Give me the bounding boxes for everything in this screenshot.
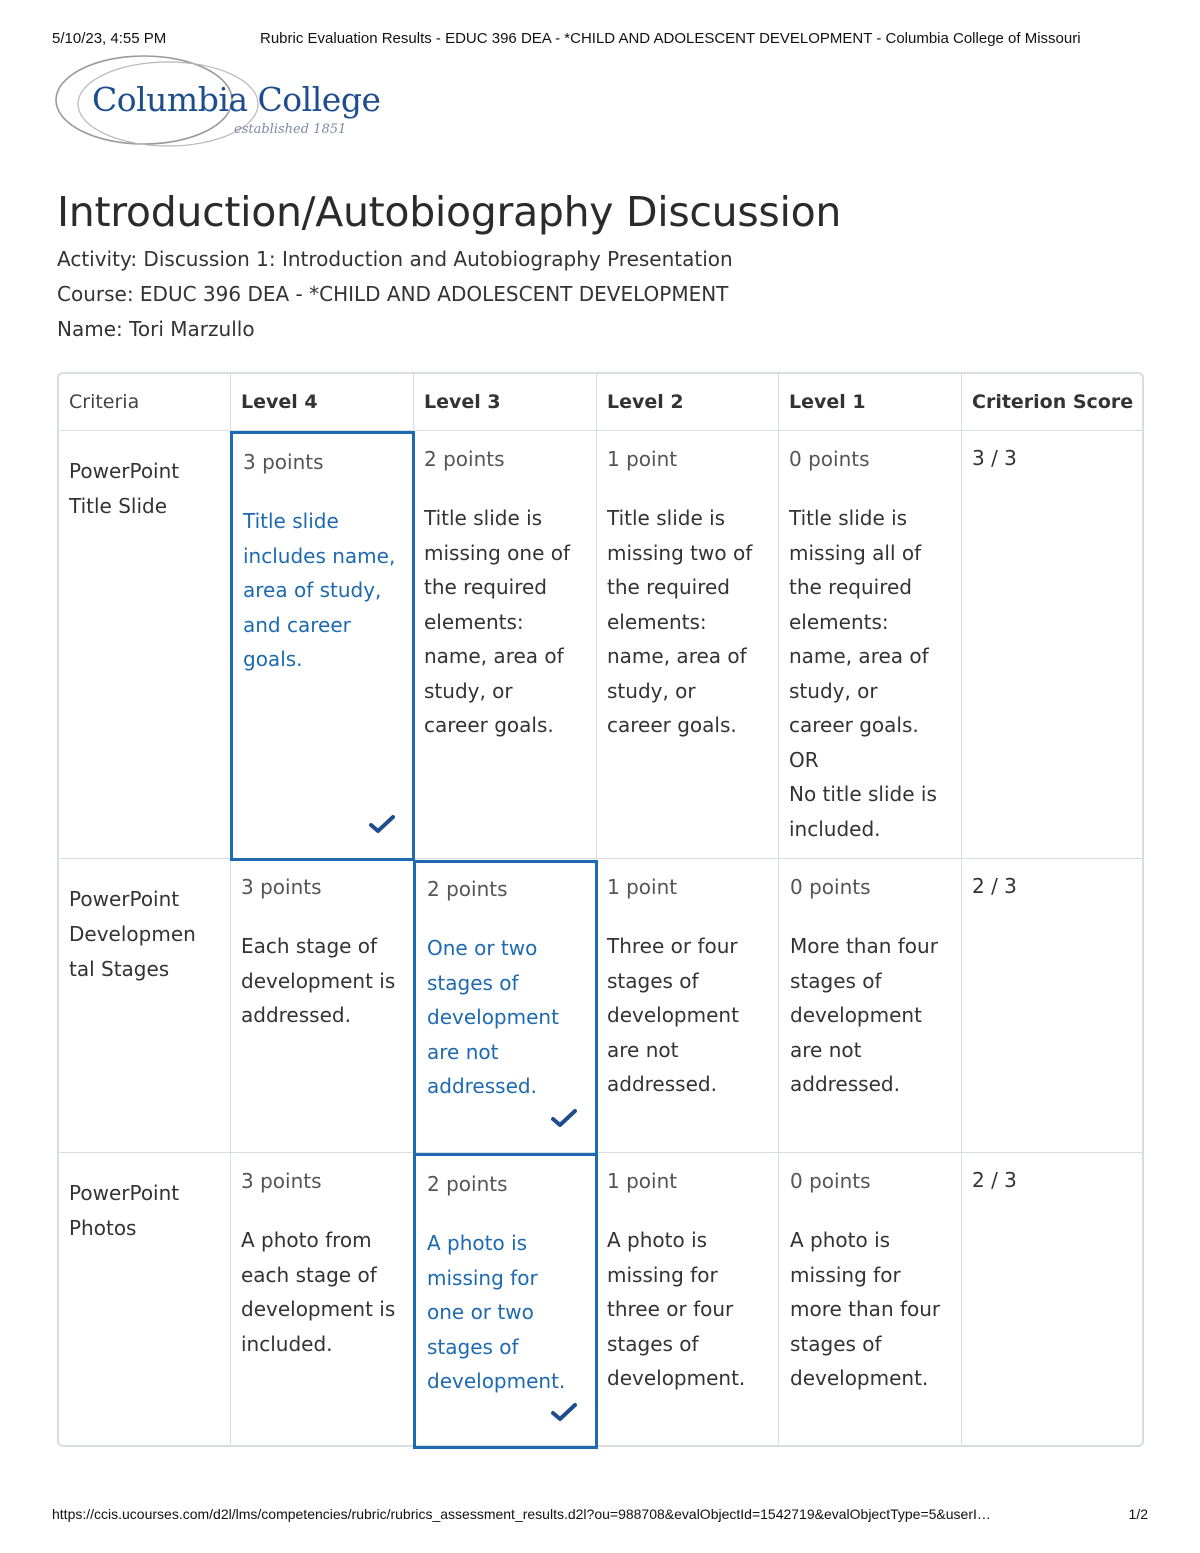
level-description: One or two stages of development are not addressed. — [427, 936, 559, 1098]
level-points: 1 point — [607, 875, 678, 899]
level-description: More than four stages of development are not addressed. — [790, 934, 938, 1096]
level-description: Title slide is missing one of the required elements: name, area of study, or career goals. — [424, 506, 571, 737]
level-points: 2 points — [427, 877, 508, 901]
logo-wordmark: Columbia College — [92, 80, 381, 119]
level-points: 0 points — [790, 1169, 871, 1193]
level-cell[interactable] — [790, 1166, 940, 1396]
level-cell-selected[interactable] — [243, 447, 395, 677]
criterion-score: 2 / 3 — [972, 874, 1017, 898]
level-description: Title slide is missing all of the required elements: name, area of study, or career goals. OR No title slide is included. — [789, 506, 937, 841]
criterion-line: Title Slide — [69, 494, 168, 518]
criterion-score: 2 / 3 — [972, 1168, 1017, 1192]
level-points: 1 point — [607, 447, 678, 471]
course-line: Course: EDUC 396 DEA - *CHILD AND ADOLESCENT DEVELOPMENT — [57, 282, 729, 306]
level-cell[interactable] — [607, 1166, 745, 1396]
level-description: Three or four stages of development are not addressed. — [607, 934, 739, 1096]
level-cell[interactable] — [789, 444, 937, 846]
print-document-title: Rubric Evaluation Results - EDUC 396 DEA - *CHILD AND ADOLESCENT DEVELOPMENT - Columbia College of Missouri — [260, 30, 1081, 47]
header-level-1: Level 1 — [789, 391, 866, 413]
criterion-developmental-stages — [69, 882, 219, 987]
criterion-line: PowerPoint — [69, 887, 180, 911]
level-description: Each stage of development is addressed. — [241, 934, 396, 1027]
level-points: 2 points — [427, 1172, 508, 1196]
header-criteria: Criteria — [69, 391, 140, 413]
criterion-line: tal Stages — [69, 957, 170, 981]
criterion-line: Photos — [69, 1216, 137, 1240]
level-points: 3 points — [241, 1169, 322, 1193]
level-description: A photo is missing for more than four stages of development. — [790, 1228, 941, 1390]
level-cell-selected[interactable] — [427, 874, 559, 1104]
logo-tagline: established 1851 — [234, 122, 347, 137]
level-cell[interactable] — [241, 872, 395, 1033]
level-cell[interactable] — [790, 872, 938, 1102]
criterion-line: PowerPoint — [69, 1181, 180, 1205]
row-divider — [59, 858, 1142, 859]
level-points: 3 points — [243, 450, 324, 474]
level-points: 1 point — [607, 1169, 678, 1193]
checkmark-icon — [551, 1402, 577, 1422]
checkmark-icon — [369, 814, 395, 834]
student-name-line: Name: Tori Marzullo — [57, 317, 255, 341]
column-divider — [778, 374, 779, 1445]
level-description: A photo is missing for one or two stages of development. — [427, 1231, 566, 1393]
row-divider — [59, 430, 1142, 431]
row-divider — [59, 1152, 1142, 1153]
criterion-line: Developmen — [69, 922, 196, 946]
level-cell[interactable] — [607, 444, 752, 743]
page-title: Introduction/Autobiography Discussion — [57, 188, 842, 236]
header-level-3: Level 3 — [424, 391, 501, 413]
level-points: 0 points — [790, 875, 871, 899]
level-points: 3 points — [241, 875, 322, 899]
level-cell-selected[interactable] — [427, 1169, 565, 1399]
level-description: Title slide includes name, area of study, and career goals. — [243, 509, 396, 671]
rubric-table — [57, 372, 1144, 1447]
page-number: 1/2 — [1128, 1506, 1148, 1522]
level-description: A photo is missing for three or four stages of development. — [607, 1228, 746, 1390]
level-description: Title slide is missing two of the required elements: name, area of study, or career goals. — [607, 506, 753, 737]
column-divider — [961, 374, 962, 1445]
level-points: 0 points — [789, 447, 870, 471]
print-url: https://ccis.ucourses.com/d2l/lms/competencies/rubric/rubrics_assessment_results.d2l?ou=988708&evalObjectId=1542719&evalObjectType=5&userI… — [52, 1506, 991, 1522]
level-points: 2 points — [424, 447, 505, 471]
criterion-line: PowerPoint — [69, 459, 180, 483]
header-level-4: Level 4 — [241, 391, 318, 413]
activity-line: Activity: Discussion 1: Introduction and Autobiography Presentation — [57, 247, 733, 271]
columbia-college-logo — [52, 52, 382, 162]
level-cell[interactable] — [607, 872, 739, 1102]
checkmark-icon — [551, 1108, 577, 1128]
header-level-2: Level 2 — [607, 391, 684, 413]
print-date: 5/10/23, 4:55 PM — [52, 30, 167, 47]
level-description: A photo from each stage of development is included. — [241, 1228, 396, 1356]
level-cell[interactable] — [241, 1166, 395, 1361]
criterion-photos — [69, 1176, 219, 1246]
criterion-score: 3 / 3 — [972, 446, 1017, 470]
header-criterion-score: Criterion Score — [972, 391, 1134, 413]
criterion-title-slide — [69, 454, 219, 524]
level-cell[interactable] — [424, 444, 570, 743]
